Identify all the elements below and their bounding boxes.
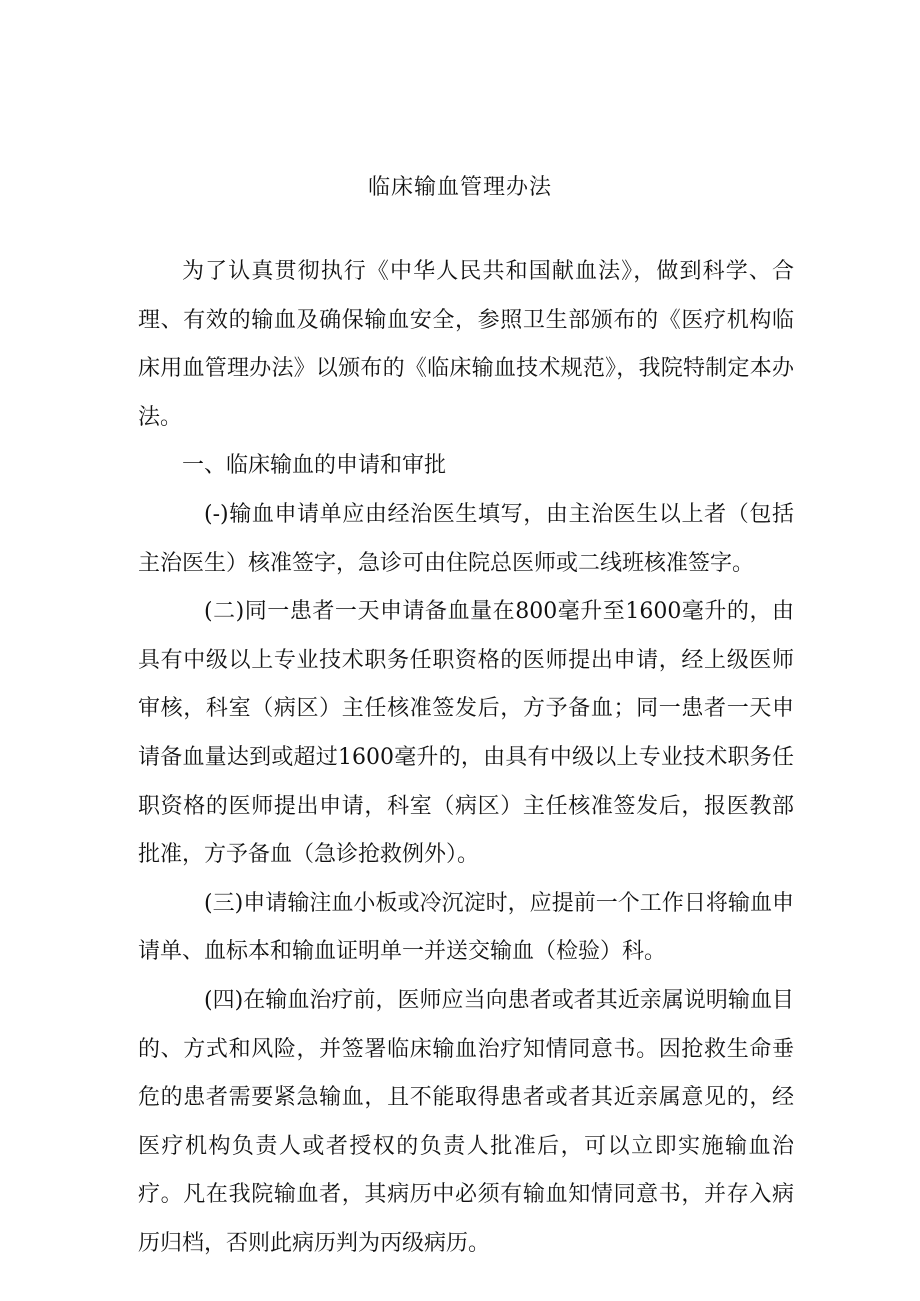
intro-paragraph: 为了认真贯彻执行《中华人民共和国献血法》，做到科学、合理、有效的输血及确保输血安全，参照卫生部颁布的《医疗机构临床用血管理办法》以颁布的《临床输血技术规范》，我院特制定本办法。 <box>138 259 794 430</box>
clause-paragraph: (三)申请输注血小板或冷沉淀时，应提前一个工作日将输血申请单、血标本和输血证明单一并送交输血（检验）科。 <box>138 890 794 965</box>
section-heading: 一、临床输血的申请和审批 <box>182 453 447 479</box>
clause-paragraph: (四)在输血治疗前，医师应当向患者或者其近亲属说明输血目的、方式和风险，并签署临床输血治疗知情同意书。因抢救生命垂危的患者需要紧急输血，且不能取得患者或者其近亲属意见的，经医疗机构负责人或者授权的负责人批准后，可以立即实施输血治疗。凡在我院输血者，其病历中必须有输血知情同意书，并存入病历归档，否则此病历判为丙级病历。 <box>138 987 794 1256</box>
document-title: 临床输血管理办法 <box>367 175 552 200</box>
document-body <box>138 248 794 1268</box>
clause-paragraph: (二)同一患者一天申请备血量在800毫升至1600毫升的，由具有中级以上专业技术职务任职资格的医师提出申请，经上级医师审核，科室（病区）主任核准签发后，方予备血；同一患者一天申请备血量达到或超过1600毫升的，由具有中级以上专业技术职务任职资格的医师提出申请，科室（病区）主任核准签发后，报医教部批准，方予备血（急诊抢救例外）。 <box>138 599 794 868</box>
clause-paragraph: (-)输血申请单应由经治医生填写，由主治医生以上者（包括主治医生）核准签字，急诊可由住院总医师或二线班核准签字。 <box>138 501 794 576</box>
